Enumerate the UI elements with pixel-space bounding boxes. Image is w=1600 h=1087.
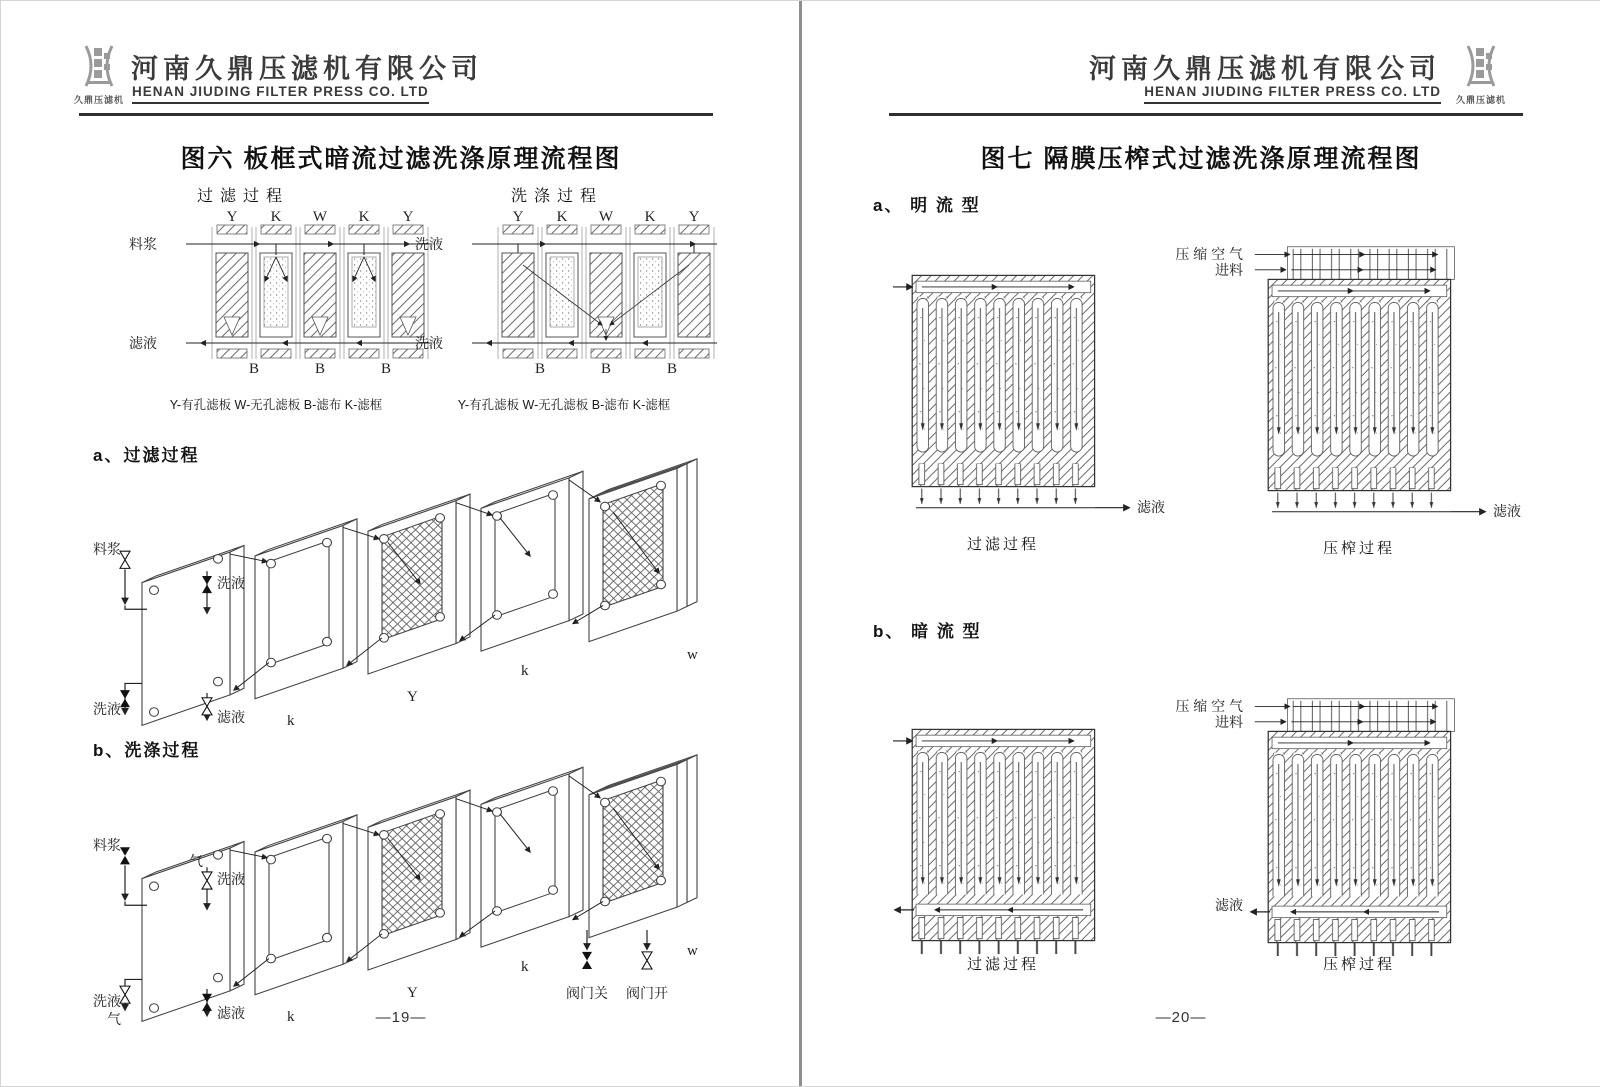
- filtrate-label: 滤液: [1215, 897, 1243, 913]
- stack-inlet-label: 料浆: [129, 236, 157, 252]
- outlet-stubs: [916, 916, 1087, 941]
- cloth-letter: B: [666, 361, 677, 377]
- air-label: 压 缩 空 气: [1175, 246, 1243, 262]
- wash-top-label: 洗液: [217, 871, 245, 887]
- bottom-cloth-caps: [503, 349, 709, 358]
- stack-legend: Y-有孔滤板 W-无孔滤板 B-滤布 K-滤框: [457, 398, 671, 412]
- outlet-drops: [916, 487, 1087, 508]
- cloth-letter: B: [380, 361, 391, 377]
- top-cloth-caps: [503, 225, 709, 234]
- membrane-chambers: [916, 751, 1087, 895]
- underflow-filter-svg: [893, 691, 1133, 979]
- section-b-heading: b、 暗 流 型: [873, 622, 982, 641]
- outlet-stubs: [1272, 468, 1443, 491]
- filter-caption: 过滤过程: [966, 536, 1039, 553]
- wash-bottom-label: 洗液: [93, 701, 121, 717]
- frame-plate-k1: [255, 519, 357, 699]
- membrane-chambers: [916, 297, 1087, 464]
- page-right: [801, 1, 1600, 1086]
- company-name-cn: 河南久鼎压滤机有限公司: [131, 54, 483, 84]
- company-logo-icon: [1455, 43, 1507, 89]
- plate-tag: w: [687, 943, 698, 959]
- filtrate-label: 滤液: [217, 709, 245, 725]
- filtration-stack-svg: [161, 209, 436, 384]
- gas-top-label: 气: [189, 853, 203, 869]
- plate-tag: k: [521, 663, 529, 679]
- company-name-en: HENAN JIUDING FILTER PRESS CO. LTD: [1144, 84, 1441, 104]
- outlet-drops: [1272, 491, 1443, 512]
- feed-label: 进料: [1215, 262, 1243, 278]
- company-name-cn: 河南久鼎压滤机有限公司: [1089, 54, 1441, 84]
- filter-caption: 过滤过程: [966, 956, 1039, 973]
- top-cloth-caps: [217, 225, 423, 234]
- filtrate-label: 滤液: [1493, 503, 1521, 519]
- press-caption: 压榨过程: [1322, 540, 1395, 557]
- plate-letter: K: [358, 209, 370, 225]
- page-number-left: —19—: [375, 1009, 427, 1026]
- valve-closed-label: 阀门关: [566, 985, 608, 1001]
- page-left: [1, 1, 799, 1086]
- plate-letter: W: [598, 209, 614, 225]
- washing-stack-svg: [447, 209, 722, 384]
- plate-tag: Y: [407, 985, 418, 1001]
- openflow-press-svg: [1249, 241, 1489, 529]
- underflow-press-svg: [1249, 693, 1489, 981]
- plate-funnels: [224, 317, 416, 335]
- washing-stack-heading: 洗涤过程: [511, 188, 604, 205]
- frame-plate-k2: [481, 767, 583, 947]
- iso-washing-diagram: [87, 753, 717, 1083]
- figure7-title: 图七 隔膜压榨式过滤洗涤原理流程图: [980, 145, 1422, 173]
- logo-caption: 久鼎压滤机: [1455, 95, 1506, 105]
- end-mesh-plate-w: [589, 755, 697, 938]
- iso-filtration-diagram: [87, 457, 717, 757]
- header-rule: [889, 113, 1523, 116]
- plate-letter: Y: [402, 209, 414, 225]
- plate-tag: w: [687, 647, 698, 663]
- mesh-plate-y: [368, 790, 470, 970]
- company-logo-icon: [73, 43, 125, 89]
- plate-letter: Y: [226, 209, 238, 225]
- plate-letter: Y: [688, 209, 700, 225]
- filtration-stack-heading: 过滤过程: [197, 188, 290, 205]
- press-caption: 压榨过程: [1322, 956, 1395, 973]
- section-a-heading: a、 明 流 型: [873, 196, 981, 215]
- cloth-letter: B: [600, 361, 611, 377]
- wash-bottom-label: 洗液: [93, 993, 121, 1009]
- plate-tag: k: [521, 959, 529, 975]
- frame-plate-k1: [255, 815, 357, 995]
- membrane-chambers: [1272, 753, 1443, 897]
- openflow-filter-svg: [893, 237, 1133, 525]
- outlet-stubs: [1272, 918, 1443, 943]
- filtrate-label: 滤液: [217, 1005, 245, 1021]
- cloth-letter: B: [314, 361, 325, 377]
- membrane-chambers: [1272, 301, 1443, 468]
- washing-stack-diagram: [409, 209, 725, 389]
- plate-letter: W: [312, 209, 328, 225]
- stack-outlet-label: 滤液: [129, 335, 157, 351]
- end-mesh-plate-w: [589, 459, 697, 642]
- section-b-heading: b、洗涤过程: [93, 741, 201, 760]
- plate-letter: K: [270, 209, 282, 225]
- plate-letter: Y: [512, 209, 524, 225]
- plate-tag: k: [287, 713, 295, 729]
- stack-outlet-label: 洗液: [415, 335, 443, 351]
- gas-bottom-label: 气: [107, 1011, 121, 1027]
- outlet-stubs: [916, 464, 1087, 487]
- iso-washing-svg: [87, 753, 707, 1048]
- header-rule: [79, 113, 713, 116]
- cloth-letter: B: [248, 361, 259, 377]
- section-a-heading: a、过滤过程: [93, 446, 200, 465]
- slurry-label: 料浆: [93, 541, 121, 557]
- air-label: 压 缩 空 气: [1175, 698, 1243, 714]
- filtrate-label: 滤液: [1137, 499, 1165, 515]
- cloth-letter: B: [534, 361, 545, 377]
- mesh-plate-y: [368, 494, 470, 674]
- plate-letter: K: [556, 209, 568, 225]
- figure6-title: 图六 板框式暗流过滤洗涤原理流程图: [180, 145, 622, 173]
- frame-plate-k2: [481, 471, 583, 651]
- plate-tag: k: [287, 1009, 295, 1025]
- bottom-cloth-caps: [217, 349, 423, 358]
- filtration-stack-diagram: [123, 209, 439, 389]
- page-number-right: —20—: [1155, 1009, 1207, 1026]
- iso-filtration-svg: [87, 457, 707, 752]
- logo-caption: 久鼎压滤机: [73, 95, 124, 105]
- stack-inlet-label: 洗液: [415, 236, 443, 252]
- plate-letter: K: [644, 209, 656, 225]
- company-name-en: HENAN JIUDING FILTER PRESS CO. LTD: [132, 84, 429, 104]
- stack-legend: Y-有孔滤板 W-无孔滤板 B-滤布 K-滤框: [169, 398, 383, 412]
- valve-open-label: 阀门开: [626, 985, 668, 1001]
- plate-tag: Y: [407, 689, 418, 705]
- feed-label: 进料: [1215, 714, 1243, 730]
- end-plate: [142, 546, 244, 726]
- slurry-label: 料浆: [93, 837, 121, 853]
- wash-top-label: 洗液: [217, 575, 245, 591]
